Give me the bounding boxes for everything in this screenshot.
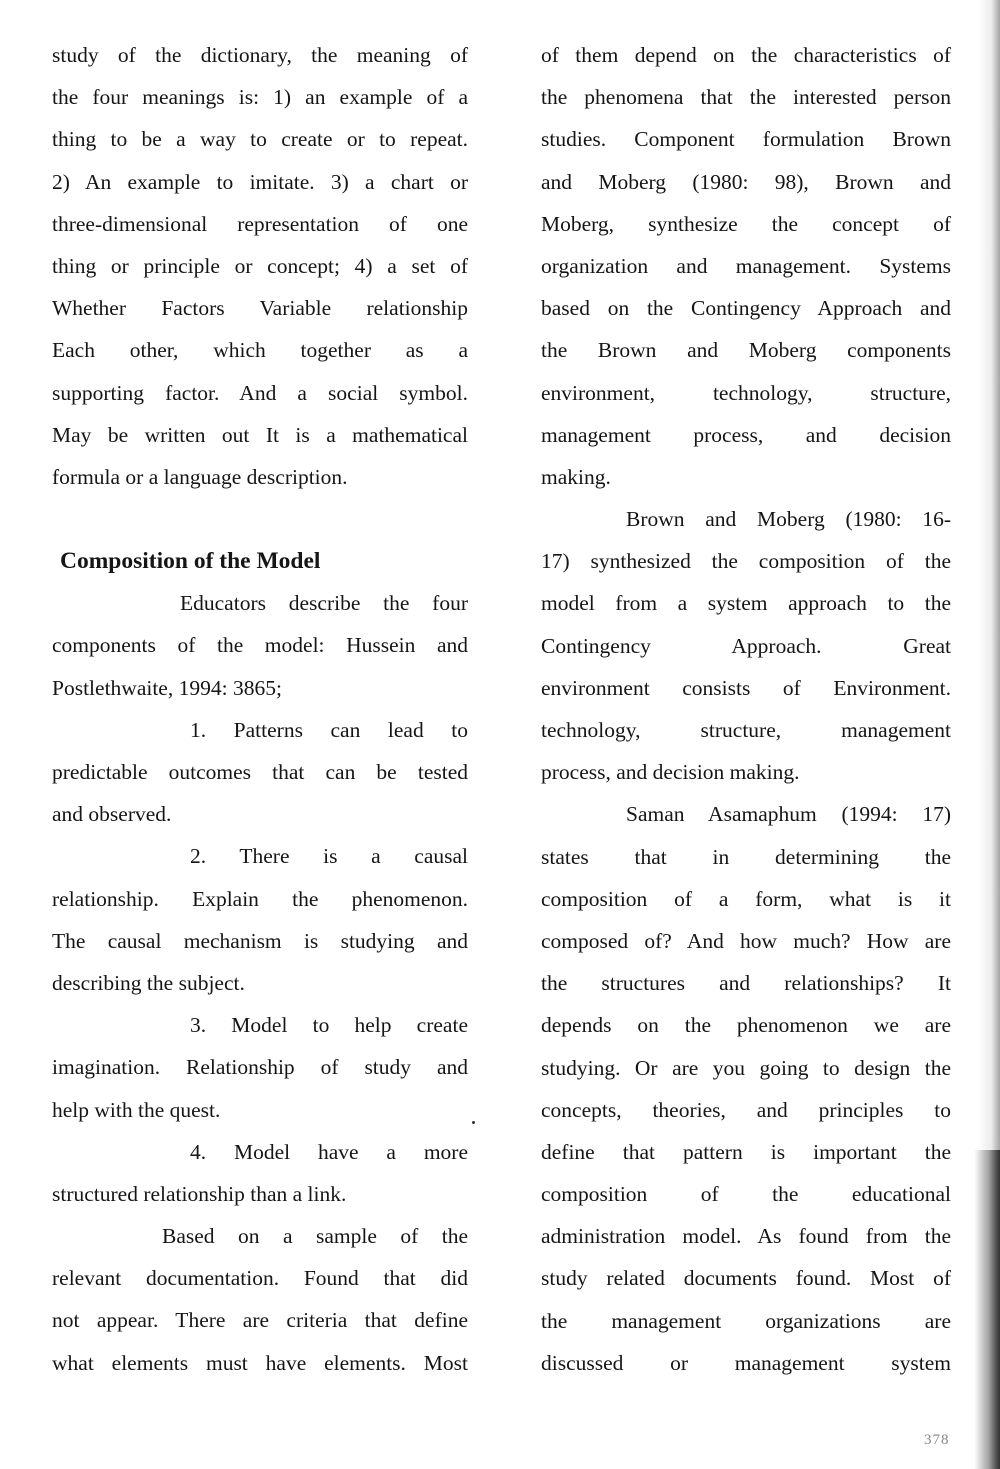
- text-line: process, and decision making.: [541, 760, 800, 785]
- list-item-3: [52, 1004, 468, 1131]
- text-line: organization and management. Systems: [541, 253, 951, 278]
- text-line: and Moberg (1980: 98), Brown and: [541, 169, 951, 194]
- text-line: Brown and Moberg (1980: 16-: [626, 507, 951, 532]
- text-line: not appear. There are criteria that define: [52, 1308, 468, 1333]
- paragraph-gap: [52, 498, 468, 540]
- text-line: Educators describe the four: [180, 591, 468, 616]
- list-item-text: help with the quest.: [52, 1097, 221, 1122]
- paragraph-saman-asamaphum: [541, 793, 951, 1384]
- text-line: the management organizations are: [541, 1308, 951, 1333]
- text-line: the Brown and Moberg components: [541, 338, 951, 363]
- page-number: 378: [924, 1432, 950, 1448]
- list-item-1: [52, 709, 468, 836]
- text-line: depends on the phenomenon we are: [541, 1013, 951, 1038]
- text-line: Contingency Approach. Great: [541, 633, 951, 658]
- text-line: Moberg, synthesize the concept of: [541, 211, 951, 236]
- text-line: supporting factor. And a social symbol.: [52, 380, 468, 405]
- text-line: 2) An example to imitate. 3) a chart or: [52, 169, 468, 194]
- text-line: studies. Component formulation Brown: [541, 127, 951, 152]
- text-line: what elements must have elements. Most: [52, 1350, 468, 1375]
- text-line: formula or a language description.: [52, 464, 348, 489]
- list-item-text: 1. Patterns can lead to: [190, 717, 468, 742]
- text-line: based on the Contingency Approach and: [541, 296, 951, 321]
- text-line: Saman Asamaphum (1994: 17): [626, 802, 951, 827]
- text-line: states that in determining the: [541, 844, 951, 869]
- list-item-text: structured relationship than a link.: [52, 1181, 347, 1206]
- text-line: of them depend on the characteristics of: [541, 43, 951, 67]
- text-line: Each other, which together as a: [52, 338, 468, 363]
- text-line: study related documents found. Most of: [541, 1266, 951, 1291]
- list-item-text: imagination. Relationship of study and: [52, 1055, 468, 1080]
- text-line: management process, and decision: [541, 422, 951, 447]
- text-line: environment consists of Environment.: [541, 675, 951, 700]
- scan-shadow-edge-dark: [974, 1150, 1000, 1469]
- text-line: composition of a form, what is it: [541, 886, 951, 911]
- paragraph-composition-synthesis: [541, 498, 951, 793]
- text-line: making.: [541, 464, 611, 489]
- text-line: components of the model: Hussein and: [52, 633, 468, 658]
- text-line: model from a system approach to the: [541, 591, 951, 616]
- section-heading: Composition of the Model: [60, 548, 321, 575]
- text-line: the four meanings is: 1) an example of a: [52, 85, 468, 110]
- text-line: study of the dictionary, the meaning of: [52, 43, 468, 67]
- text-line: define that pattern is important the: [541, 1139, 951, 1164]
- list-item-text: 3. Model to help create: [190, 1013, 468, 1038]
- text-line: the structures and relationships? It: [541, 971, 951, 996]
- text-line: Whether Factors Variable relationship: [52, 296, 468, 321]
- text-line: May be written out It is a mathematical: [52, 422, 468, 447]
- text-line: the phenomena that the interested person: [541, 85, 951, 110]
- text-line: composition of the educational: [541, 1182, 951, 1207]
- text-line: administration model. As found from the: [541, 1224, 951, 1249]
- paragraph-dictionary-meanings: [52, 34, 468, 498]
- text-line: Based on a sample of the: [162, 1224, 468, 1249]
- scan-speck: [472, 1121, 475, 1124]
- list-item-2: [52, 835, 468, 1004]
- list-item-text: predictable outcomes that can be tested: [52, 760, 468, 784]
- list-item-text: describing the subject.: [52, 970, 245, 995]
- list-item-text: 4. Model have a more: [190, 1139, 468, 1164]
- list-item-4: [52, 1131, 468, 1215]
- text-line: thing to be a way to create or to repeat.: [52, 127, 468, 152]
- list-item-text: 2. There is a causal: [190, 844, 468, 869]
- text-line: relevant documentation. Found that did: [52, 1266, 468, 1291]
- text-line: discussed or management system: [541, 1350, 951, 1375]
- paragraph-based-on-sample: [52, 1215, 468, 1384]
- text-line: thing or principle or concept; 4) a set of: [52, 253, 468, 278]
- text-line: concepts, theories, and principles to: [541, 1097, 951, 1122]
- text-line: Postlethwaite, 1994: 3865;: [52, 675, 282, 700]
- list-item-text: The causal mechanism is studying and: [52, 928, 468, 953]
- paragraph-brown-moberg-components: [541, 34, 951, 498]
- list-item-text: and observed.: [52, 802, 172, 827]
- right-column: [541, 34, 951, 1384]
- list-item-text: relationship. Explain the phenomenon.: [52, 886, 468, 911]
- text-line: environment, technology, structure,: [541, 380, 951, 405]
- paragraph-educators-intro: [52, 582, 468, 709]
- text-line: 17) synthesized the composition of the: [541, 549, 951, 574]
- text-line: technology, structure, management: [541, 718, 951, 742]
- text-line: studying. Or are you going to design the: [541, 1055, 951, 1080]
- left-column: [52, 34, 468, 1384]
- text-line: composed of? And how much? How are: [541, 928, 951, 953]
- text-line: three-dimensional representation of one: [52, 211, 468, 236]
